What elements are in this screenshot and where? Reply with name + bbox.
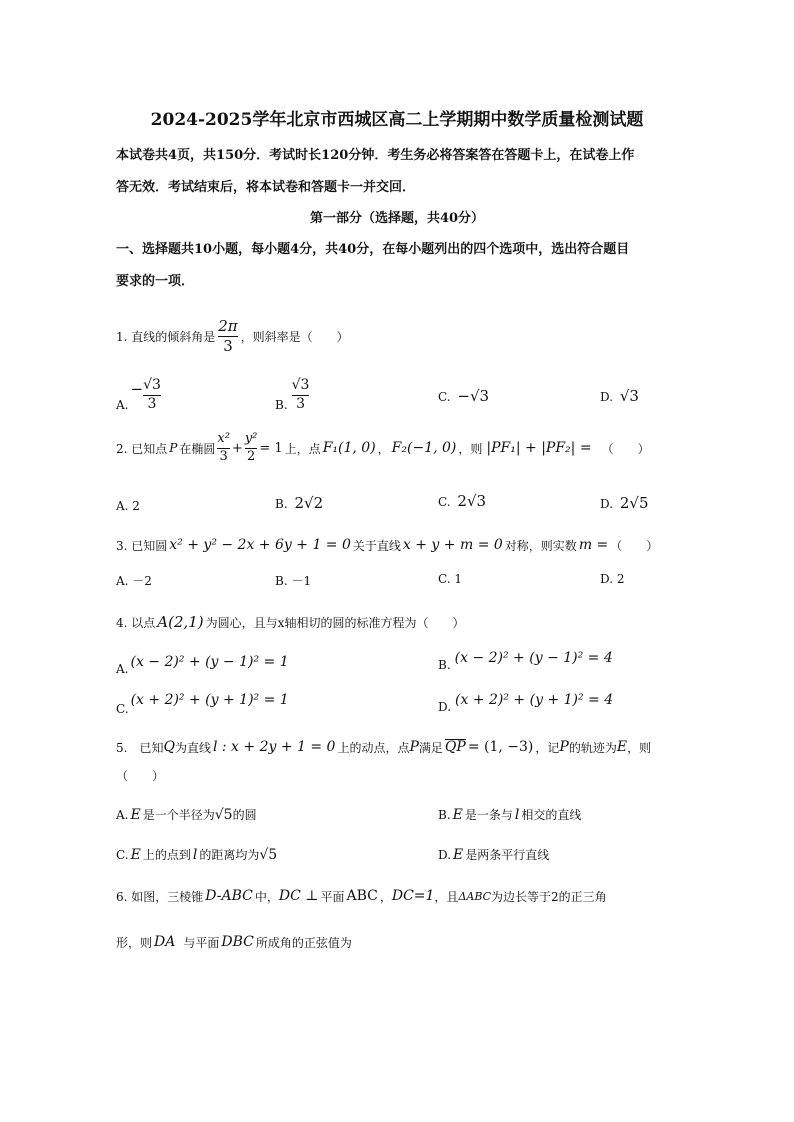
q3-option-d[interactable]: D. 2 [600, 572, 625, 586]
question-5 [116, 734, 651, 760]
q4-prefix: 4. 以点 [116, 615, 156, 630]
q5-point-p-2: P [559, 739, 569, 755]
q1-a-num: √3 [143, 377, 161, 394]
q5-b-text: 是一条与 [464, 808, 513, 822]
q4-center-point: A(2,1) [157, 613, 204, 631]
q6-mid2: 平面 [320, 889, 345, 904]
question-6-line-2 [116, 930, 352, 954]
q5-d-label: D. [438, 847, 452, 862]
q5-option-a[interactable] [116, 806, 257, 823]
question-4 [116, 610, 464, 634]
q5-prefix: 5. 已知 [116, 740, 164, 755]
q5-d-text: 是两条平行直线 [465, 848, 550, 862]
q2-option-d[interactable] [600, 494, 649, 512]
q6-perp: DC ⊥ [278, 888, 319, 904]
q3-option-c[interactable]: C. 1 [438, 572, 463, 586]
intro-line-1: 本试卷共4页，共150分．考试时长120分钟．考生务必将答案答在答题卡上，在试卷上作 [116, 148, 635, 163]
q1-angle-num: 2π [218, 317, 238, 335]
q5-c-e: E [130, 846, 141, 863]
q1-a-label: A. [116, 398, 129, 412]
question-2 [116, 424, 650, 472]
q5-mid6: ，则 [627, 740, 652, 755]
q5-mid5: 的轨迹为 [568, 740, 617, 755]
q4-a-label: A. [116, 662, 129, 676]
q4-option-c[interactable] [116, 690, 289, 716]
q6-tail: 为边长等于2的正三角 [491, 889, 607, 904]
q5-a-tail: 的圆 [232, 808, 257, 822]
q4-a-value: (x − 2)² + (y − 1)² = 1 [130, 654, 289, 670]
q4-suffix: 为圆心，且与x轴相切的圆的标准方程为（ ） [205, 615, 465, 630]
q1-a-den: 3 [147, 395, 157, 412]
q2-c-value: 2√3 [457, 492, 487, 510]
q3-paren: （ ） [610, 538, 659, 553]
q6-line2-c: 所成角的正弦值为 [255, 935, 352, 950]
q5-a-text: 是一个半径为 [142, 808, 215, 822]
q4-option-d[interactable] [438, 688, 613, 714]
q5-point-q: Q [163, 739, 175, 755]
q3-mid: 关于直线 [352, 538, 401, 553]
q4-b-label: B. [438, 658, 451, 672]
q6-da: DA [154, 934, 176, 950]
intro-line-2: 答无效．考试结束后，将本试卷和答题卡一并交回． [116, 180, 416, 195]
q2-ellipse-x-num: x² [217, 431, 230, 447]
q5-point-p: P [409, 739, 419, 755]
q6-prefix: 6. 如图，三棱锥 [116, 889, 204, 904]
q6-line2-a: 形，则 [116, 935, 153, 950]
q2-focus-2: F₂(−1, 0) [391, 440, 457, 456]
q5-vector-qp: QP [444, 738, 466, 755]
q1-suffix: ，则斜率是（ ） [240, 329, 349, 344]
q5-mid1: 为直线 [174, 740, 211, 755]
q2-option-b[interactable] [275, 494, 323, 512]
q5-locus-e: E [616, 739, 628, 755]
q5-b-tail: 相交的直线 [521, 808, 582, 822]
q4-option-b[interactable] [438, 646, 613, 672]
q2-b-value: 2√2 [294, 494, 324, 512]
q1-d-value: √3 [619, 387, 639, 405]
q5-c-value: √5 [259, 846, 278, 863]
section1-line-2: 要求的一项． [116, 274, 195, 289]
q3-option-b[interactable]: B. －1 [275, 574, 312, 588]
q6-triangle: ΔABC [458, 889, 492, 903]
q4-d-label: D. [438, 700, 452, 714]
q6-plane-dbc: DBC [221, 934, 254, 950]
q5-c-text: 上的点到 [142, 848, 191, 862]
question-6 [116, 884, 607, 908]
q6-comma: ， [379, 889, 392, 904]
q1-angle-fraction [218, 318, 237, 354]
q2-point-p: P [169, 441, 178, 455]
q2-comma: ， [377, 441, 390, 456]
q2-option-a[interactable]: A. 2 [116, 499, 140, 513]
q5-b-l: l [514, 806, 520, 823]
q1-a-fraction [143, 378, 161, 412]
q4-c-value: (x + 2)² + (y + 1)² = 1 [130, 692, 289, 708]
q4-option-a[interactable] [116, 650, 289, 676]
q2-mid1: 在椭圆 [179, 441, 216, 456]
q1-b-label: B. [275, 398, 288, 412]
q3-mid2: 对称，则实数 [504, 538, 577, 553]
q1-option-c[interactable] [438, 387, 489, 405]
q5-d-e: E [453, 846, 464, 863]
q1-b-fraction [292, 378, 310, 412]
q1-prefix: 1. 直线的倾斜角是 [116, 329, 216, 344]
question-3 [116, 534, 658, 556]
q5-mid3: 满足 [418, 740, 443, 755]
q2-b-label: B. [275, 497, 288, 511]
q3-option-a[interactable]: A. －2 [116, 574, 152, 588]
q1-option-b[interactable] [275, 366, 309, 412]
q2-prefix: 2. 已知点 [116, 441, 168, 456]
q4-c-label: C. [116, 702, 129, 716]
q1-angle-den: 3 [223, 336, 233, 355]
q5-mid2: 上的动点，点 [337, 740, 410, 755]
q4-d-value: (x + 2)² + (y + 1)² = 4 [455, 692, 614, 708]
q2-expression: |PF₁| + |PF₂| = [486, 440, 592, 456]
part1-heading: 第一部分（选择题，共40分） [309, 211, 485, 226]
q6-dc-length: DC=1 [391, 888, 435, 904]
q5-a-value: √5 [214, 806, 233, 823]
q2-mid3: ，则 [458, 441, 483, 456]
q5-c-l: l [192, 846, 198, 863]
q1-option-d[interactable] [600, 387, 639, 405]
q5-paren: （ ） [116, 769, 165, 783]
page-title: 2024-2025学年北京市西城区高二上学期期中数学质量检测试题 [150, 110, 644, 130]
q1-d-label: D. [600, 390, 614, 404]
q5-c-label: C. [116, 847, 129, 862]
q2-option-c[interactable] [438, 492, 486, 510]
q6-line2-b: 与平面 [183, 935, 220, 950]
q1-option-a[interactable] [116, 366, 161, 412]
q1-b-den: 3 [296, 395, 306, 412]
q4-b-value: (x − 2)² + (y − 1)² = 4 [454, 650, 613, 666]
q1-b-num: √3 [291, 377, 310, 394]
section1-line-1: 一、选择题共10小题，每小题4分，共40分，在每小题列出的四个选项中，选出符合题目 [116, 242, 630, 257]
q2-ellipse-equation [217, 432, 282, 464]
q6-plane-abc: ABC [346, 888, 378, 904]
q5-a-label: A. [116, 807, 129, 822]
q2-ellipse-x-den: 3 [219, 448, 228, 464]
q2-paren: （ ） [601, 441, 650, 456]
q5-c-mid: 的距离均为 [199, 848, 260, 862]
q1-c-value: −√3 [457, 387, 490, 405]
q3-line-equation: x + y + m = 0 [402, 537, 503, 553]
q2-mid2: 上，点 [284, 441, 321, 456]
q1-a-sign: − [130, 380, 144, 398]
q5-option-c[interactable] [116, 846, 277, 863]
q2-d-value: 2√5 [619, 494, 649, 512]
q5-mid4: ，记 [535, 740, 560, 755]
q6-mid1: 中， [254, 889, 279, 904]
q5-option-d[interactable] [438, 846, 549, 863]
q1-c-label: C. [438, 390, 451, 404]
q2-ellipse-plus: + [231, 440, 243, 456]
q5-option-b[interactable] [438, 806, 581, 823]
q2-ellipse-y-num: y² [244, 431, 258, 447]
q6-pyramid: D-ABC [205, 888, 253, 904]
q2-ellipse-y-den: 2 [246, 448, 256, 464]
q5-b-label: B. [438, 807, 451, 822]
q6-mid3: ，且 [434, 889, 459, 904]
q2-c-label: C. [438, 495, 451, 509]
q2-d-label: D. [600, 497, 614, 511]
q5-vector-value: = (1, −3) [467, 739, 534, 755]
q5-line-equation: l : x + 2y + 1 = 0 [212, 739, 336, 755]
q3-prefix: 3. 已知圆 [116, 538, 168, 553]
question-1 [116, 307, 349, 365]
q2-focus-1: F₁(1, 0) [322, 440, 376, 456]
q3-circle-equation: x² + y² − 2x + 6y + 1 = 0 [169, 537, 351, 553]
q5-b-e: E [452, 806, 463, 823]
q5-a-e: E [130, 806, 141, 823]
q3-m: m = [578, 537, 609, 553]
q2-ellipse-rhs: = 1 [259, 440, 283, 456]
